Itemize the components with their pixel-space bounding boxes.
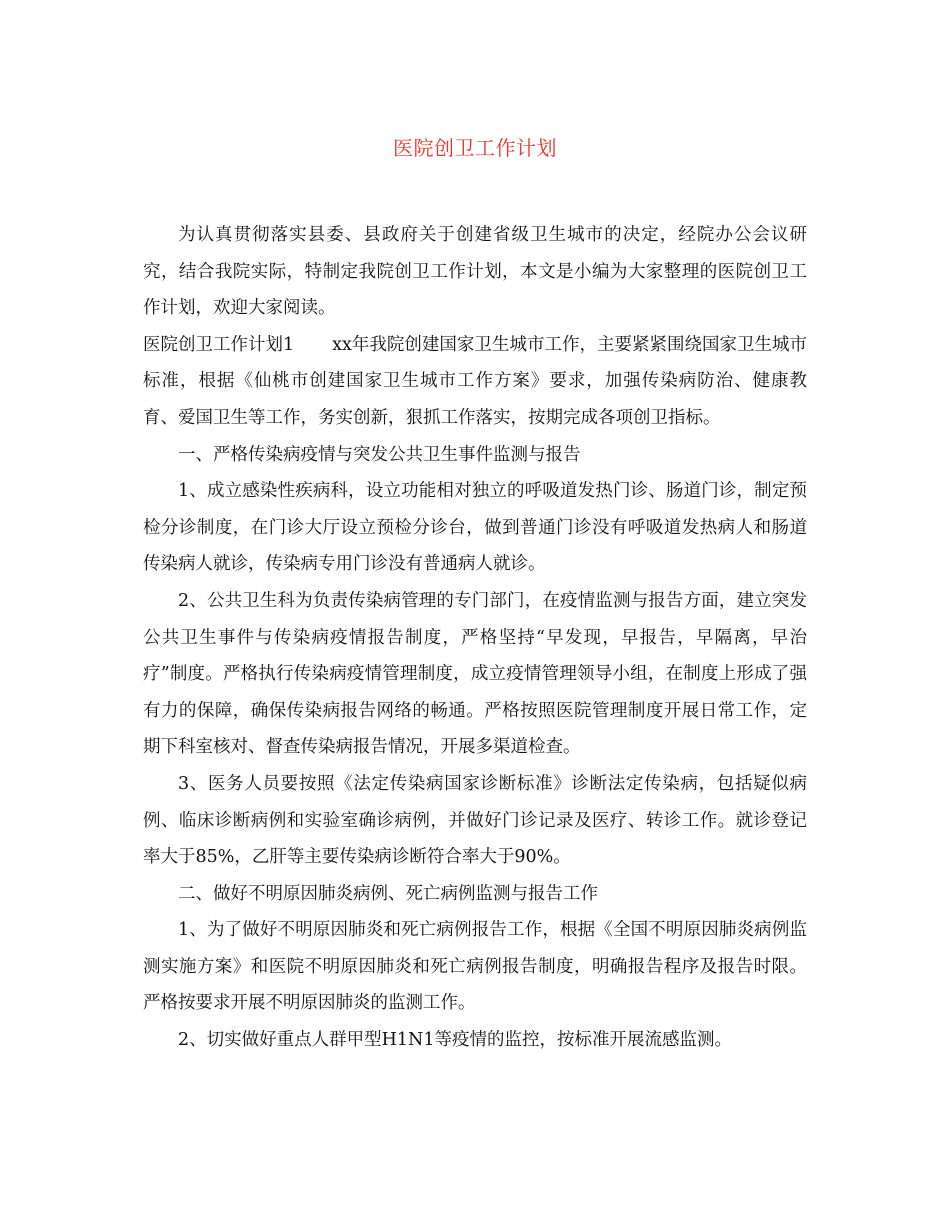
section1-item3: 3、医务人员要按照《法定传染病国家诊断标准》诊断法定传染病，包括疑似病例、临床诊断病例和实验室确诊病例，并做好门诊记录及医疗、转诊工作。就诊登记率大于85%，乙肝等主要传染病诊断符合率大于90%。 — [143, 773, 807, 868]
section2-item2: 2、切实做好重点人群甲型H1N1等疫情的监控，按标准开展流感监测。 — [178, 1030, 732, 1051]
plan-paragraph — [143, 327, 807, 437]
intro-paragraph: 为认真贯彻落实县委、县政府关于创建省级卫生城市的决定，经院办公会议研究，结合我院实际，特制定我院创卫工作计划，本文是小编为大家整理的医院创卫工作计划，欢迎大家阅读。 — [143, 225, 807, 319]
section1-heading: 一、严格传染病疫情与突发公共卫生事件监测与报告 — [178, 444, 581, 465]
section1-item2: 2、公共卫生科为负责传染病管理的专门部门，在疫情监测与报告方面，建立突发公共卫生事件与传染病疫情报告制度，严格坚持“早发现，早报告，早隔离，早治疗”制度。严格执行传染病疫情管理制度，成立疫情管理领导小组，在制度上形成了强有力的保障，确保传染病报告网络的畅通。严格按照医院管理制度开展日常工作，定期下科室核对、督查传染病报告情况，开展多渠道检查。 — [143, 590, 807, 758]
section2-item1: 1、为了做好不明原因肺炎和死亡病例报告工作，根据《全国不明原因肺炎病例监测实施方案》和医院不明原因肺炎和死亡病例报告制度，明确报告程序及报告时限。严格按要求开展不明原因肺炎的监测工作。 — [143, 920, 807, 1014]
plan-label: 医院创卫工作计划1 — [143, 334, 295, 355]
document-body — [143, 217, 807, 1059]
section1-item1: 1、成立感染性疾病科，设立功能相对独立的呼吸道发热门诊、肠道门诊，制定预检分诊制度，在门诊大厅设立预检分诊台，做到普通门诊没有呼吸道发热病人和肠道传染病人就诊，传染病专用门诊没有普通病人就诊。 — [143, 481, 807, 575]
plan-text: xx年我院创建国家卫生城市工作，主要紧紧围绕国家卫生城市标准，根据《仙桃市创建国家卫生城市工作方案》要求，加强传染病防治、健康教育、爱国卫生等工作，务实创新，狠抓工作落实，按期完成各项创卫指标。 — [143, 334, 807, 428]
document-title: 医院创卫工作计划 — [393, 136, 557, 160]
section2-heading: 二、做好不明原因肺炎病例、死亡病例监测与报告工作 — [178, 883, 598, 904]
